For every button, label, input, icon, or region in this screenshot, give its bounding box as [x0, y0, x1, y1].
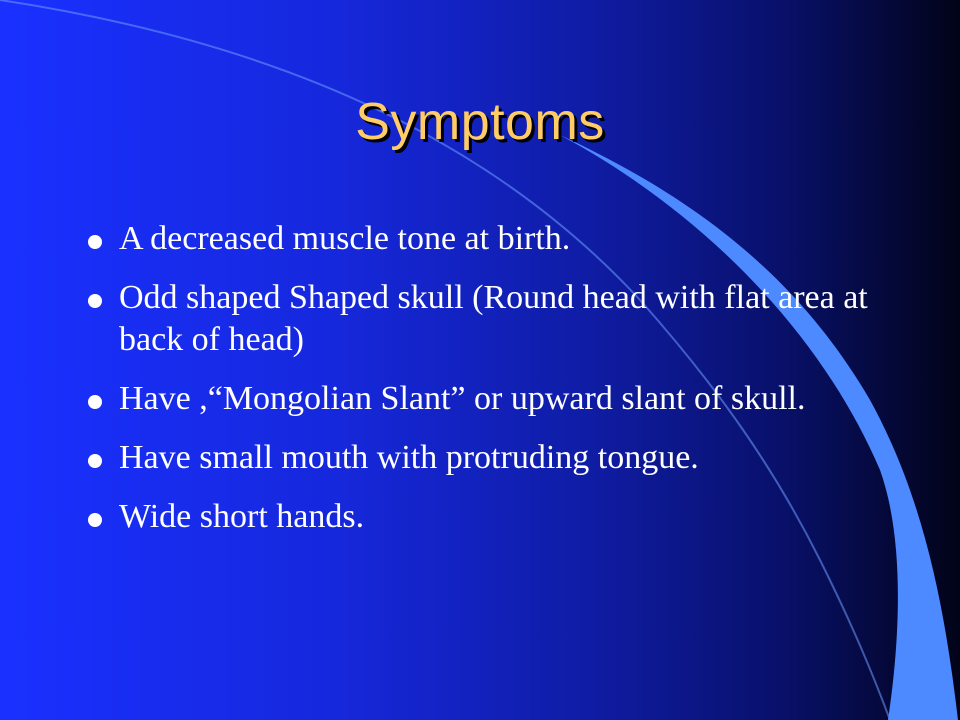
bullet-text: Have small mouth with protruding tongue.	[119, 439, 699, 476]
bullet-dot-icon	[88, 395, 102, 409]
bullet-item	[88, 496, 888, 538]
bullet-text: Have ,“Mongolian Slant” or upward slant of skull.	[119, 380, 806, 417]
bullet-dot-icon	[88, 294, 102, 308]
bullet-text: Odd shaped Shaped skull (Round head with flat area at back of head)	[119, 279, 868, 358]
bullet-item	[88, 378, 888, 420]
bullet-dot-icon	[88, 235, 102, 249]
bullet-item	[88, 277, 888, 361]
slide-title: Symptoms	[355, 93, 605, 151]
bullet-dot-icon	[88, 513, 102, 527]
bullet-item	[88, 218, 888, 260]
bullet-list	[88, 218, 888, 555]
bullet-item	[88, 437, 888, 479]
bullet-text: A decreased muscle tone at birth.	[119, 220, 571, 257]
bullet-text: Wide short hands.	[119, 498, 365, 535]
bullet-dot-icon	[88, 454, 102, 468]
